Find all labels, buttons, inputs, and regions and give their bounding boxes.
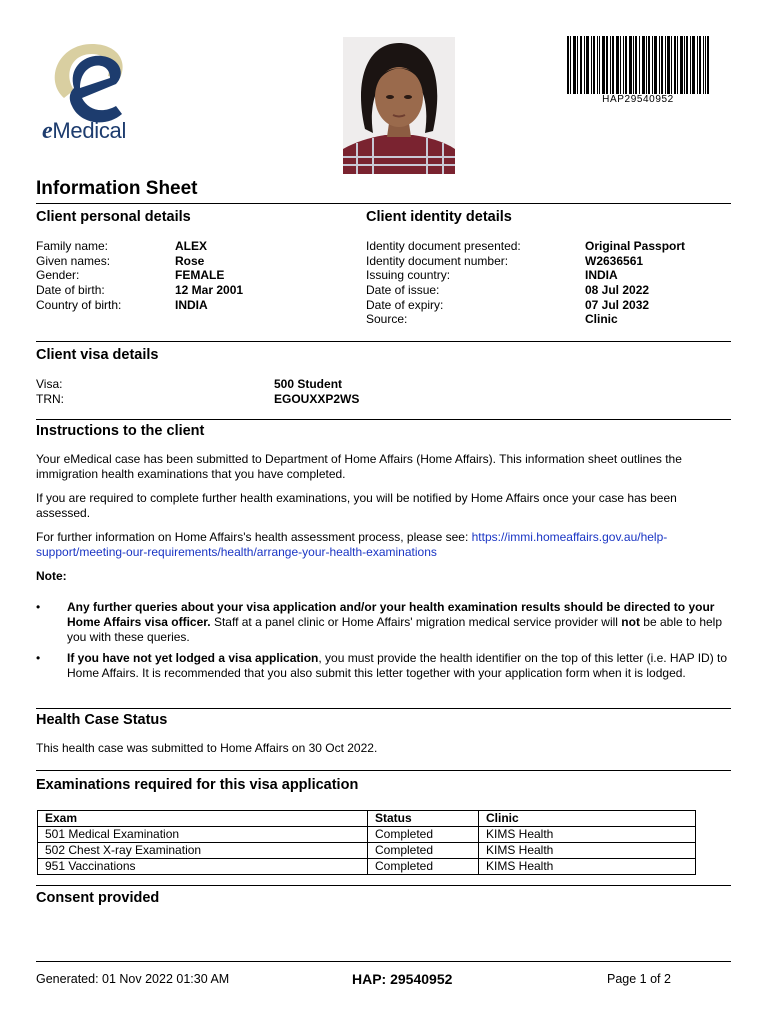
field-label: Identity document presented: <box>366 239 521 253</box>
personal-row <box>36 268 243 283</box>
bullet-1-text-2: be able to help you with these queries. <box>67 615 723 644</box>
field-label: Given names: <box>36 253 111 268</box>
field-value: INDIA <box>175 297 208 312</box>
status-cell: Completed <box>368 859 479 875</box>
list-item <box>36 600 731 645</box>
note-label: Note: <box>36 569 67 583</box>
bullet-1-bold: Any further queries about your visa application and/or your health examination results should be directed to your Home Affairs visa officer. <box>67 600 715 629</box>
field-label: Gender: <box>36 268 80 283</box>
divider <box>36 341 731 342</box>
barcode <box>567 36 709 94</box>
status-text: This health case was submitted to Home Affairs on 30 Oct 2022. <box>36 741 378 755</box>
logo-text-rest: Medical <box>52 118 127 143</box>
logo-text-e: e <box>42 118 53 144</box>
divider <box>36 203 731 204</box>
field-label: Date of issue: <box>366 283 440 298</box>
bullet-1-text-1: Staff at a panel clinic or Home Affairs' migration medical service provider will <box>210 615 622 629</box>
personal-row <box>36 298 243 313</box>
section-heading-identity: Client identity details <box>366 209 512 225</box>
client-photo <box>343 37 455 174</box>
section-heading-status: Health Case Status <box>36 712 168 728</box>
field-value: ALEX <box>175 239 208 253</box>
client-photo-image <box>343 37 455 174</box>
instructions-paragraph-3 <box>36 530 731 560</box>
field-value: EGOUXXP2WS <box>274 391 360 406</box>
list-item-text <box>67 600 731 645</box>
identity-row <box>366 239 685 254</box>
field-label: Date of birth: <box>36 283 105 298</box>
instructions-paragraph-3-text: For further information on Home Affairs's health assessment process, please see: <box>36 530 472 544</box>
field-value: Clinic <box>585 312 618 327</box>
field-label: Visa: <box>36 377 63 391</box>
visa-row <box>36 392 359 407</box>
divider <box>36 770 731 771</box>
personal-row <box>36 254 243 269</box>
divider <box>36 708 731 709</box>
identity-row <box>366 312 685 327</box>
clinic-cell: KIMS Health <box>479 859 696 875</box>
table-row <box>38 859 696 875</box>
bullet-2-bold: If you have not yet lodged a visa application <box>67 651 319 665</box>
field-value: Original Passport <box>585 239 686 253</box>
identity-row <box>366 298 685 313</box>
visa-row <box>36 377 359 392</box>
section-heading-visa: Client visa details <box>36 347 159 363</box>
field-label: Identity document number: <box>366 253 509 268</box>
field-value: 500 Student <box>274 377 343 391</box>
instructions-paragraph-1: Your eMedical case has been submitted to Department of Home Affairs (Home Affairs). This information sheet outlines the immigration health examinations that you have completed. <box>36 452 682 481</box>
field-label: Date of expiry: <box>366 297 444 312</box>
page-title: Information Sheet <box>36 178 198 199</box>
column-header-clinic: Clinic <box>479 811 696 827</box>
barcode-number: HAP29540952 <box>602 94 674 105</box>
field-value: Rose <box>175 253 205 268</box>
visa-details-list <box>36 377 359 406</box>
bullet-1-bold-2: not <box>621 615 640 629</box>
clinic-cell: KIMS Health <box>479 827 696 843</box>
identity-row <box>366 283 685 298</box>
page-number: Page 1 of 2 <box>607 972 671 986</box>
personal-row <box>36 283 243 298</box>
health-examinations-link[interactable]: https://immi.homeaffairs.gov.au/help-support/meeting-our-requirements/health/arrange-your-health-examinations <box>36 530 668 559</box>
exams-table <box>37 810 696 875</box>
section-heading-personal: Client personal details <box>36 209 191 225</box>
field-label: Issuing country: <box>366 268 451 283</box>
identity-row <box>366 268 685 283</box>
exam-cell: 951 Vaccinations <box>38 859 368 875</box>
clinic-cell: KIMS Health <box>479 843 696 859</box>
emedical-wordmark <box>42 118 126 145</box>
status-cell: Completed <box>368 843 479 859</box>
personal-row <box>36 239 243 254</box>
divider <box>36 419 731 420</box>
field-label: Family name: <box>36 239 109 253</box>
section-heading-consent: Consent provided <box>36 890 160 906</box>
field-value: FEMALE <box>175 268 225 283</box>
column-header-status: Status <box>368 811 479 827</box>
identity-row <box>366 254 685 269</box>
note-list <box>36 600 731 687</box>
field-value: 07 Jul 2032 <box>585 297 650 312</box>
identity-details-list <box>366 239 685 327</box>
field-label: Source: <box>366 312 408 327</box>
field-value: 12 Mar 2001 <box>175 283 244 298</box>
table-row <box>38 843 696 859</box>
field-label: Country of birth: <box>36 297 122 312</box>
bullet-2-text: , you must provide the health identifier on the top of this letter (i.e. HAP ID) to Home Affairs. It is recommended that you also submit this letter together with your application form when it is lodged. <box>67 651 728 680</box>
bullet-icon: • <box>36 651 41 665</box>
section-heading-instructions: Instructions to the client <box>36 423 205 439</box>
table-header-row <box>38 811 696 827</box>
hap-id: HAP: 29540952 <box>352 971 453 987</box>
field-label: TRN: <box>36 391 64 406</box>
column-header-exam: Exam <box>38 811 368 827</box>
field-value: W2636561 <box>585 253 644 268</box>
bullet-icon: • <box>36 600 41 614</box>
exam-cell: 502 Chest X-ray Examination <box>38 843 368 859</box>
list-item-text <box>67 651 731 681</box>
generated-timestamp: Generated: 01 Nov 2022 01:30 AM <box>36 972 230 986</box>
exam-cell: 501 Medical Examination <box>38 827 368 843</box>
field-value: 08 Jul 2022 <box>585 283 650 298</box>
divider <box>36 885 731 886</box>
field-value: INDIA <box>585 268 618 283</box>
section-heading-exams: Examinations required for this visa application <box>36 777 359 793</box>
status-cell: Completed <box>368 827 479 843</box>
instructions-paragraph-2: If you are required to complete further health examinations, you will be notified by Home Affairs once your case has been assessed. <box>36 491 677 520</box>
table-row <box>38 827 696 843</box>
list-item <box>36 651 731 681</box>
footer-divider <box>36 961 731 962</box>
personal-details-list <box>36 239 243 312</box>
